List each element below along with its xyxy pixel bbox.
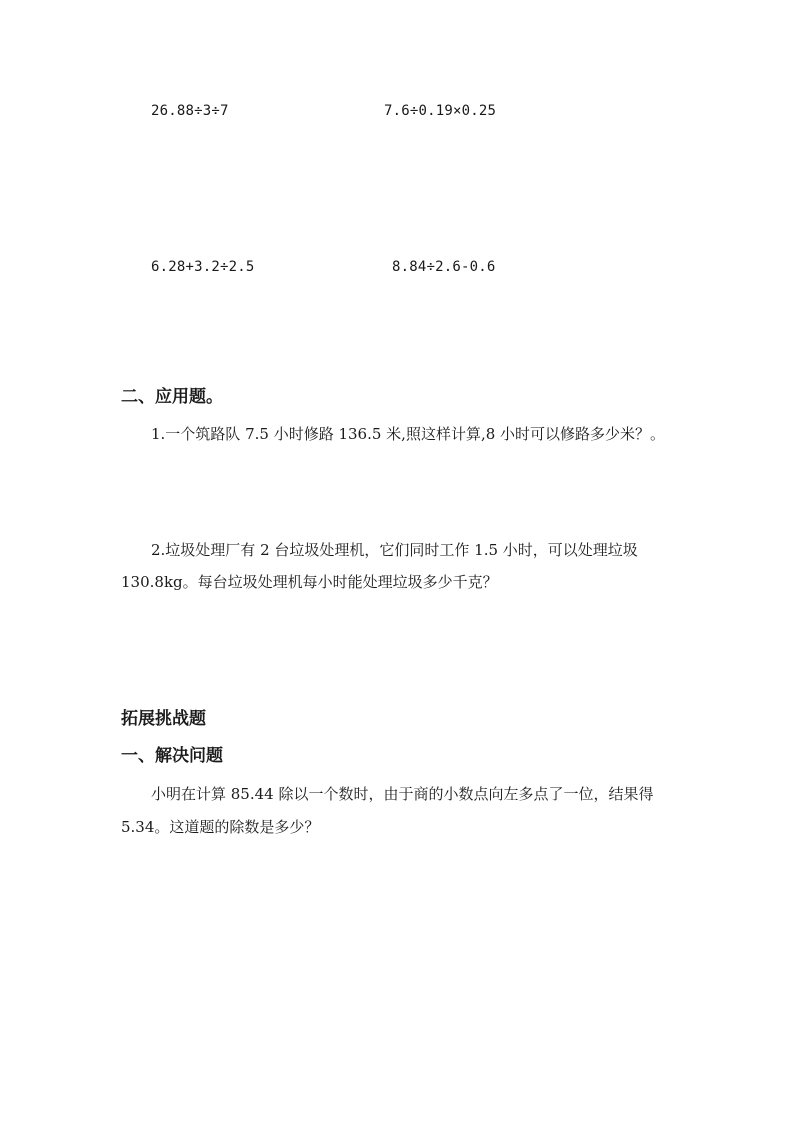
calc-expression-3: 6.28+3.2÷2.5 — [151, 259, 255, 275]
section-title-extension: 拓展挑战题 — [121, 709, 206, 729]
extension-question-line-1: 小明在计算 85.44 除以一个数时，由于商的小数点向左多点了一位，结果得 — [151, 785, 654, 803]
question-1: 1.一个筑路队 7.5 小时修路 136.5 米,照这样计算,8 小时可以修路多少米？。 — [151, 425, 666, 443]
calc-expression-4: 8.84÷2.6-0.6 — [392, 259, 496, 275]
section-title-application: 二、应用题。 — [121, 387, 223, 407]
extension-question-line-2: 5.34。这道题的除数是多少？ — [121, 818, 320, 836]
question-2-line-1: 2.垃圾处理厂有 2 台垃圾处理机，它们同时工作 1.5 小时，可以处理垃圾 — [151, 541, 638, 559]
section-subtitle-problem-solving: 一、解决问题 — [121, 746, 223, 766]
calc-expression-1: 26.88÷3÷7 — [151, 103, 229, 119]
question-2-line-2: 130.8kg。每台垃圾处理机每小时能处理垃圾多少千克？ — [121, 573, 498, 591]
calc-expression-2: 7.6÷0.19×0.25 — [384, 103, 497, 119]
